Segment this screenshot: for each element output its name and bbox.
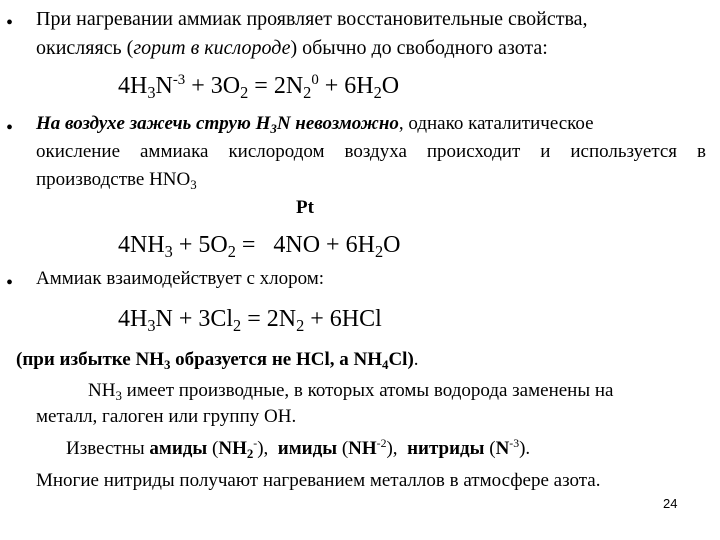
eq-part: O	[383, 232, 401, 258]
text-fragment: производстве HNO	[36, 169, 191, 190]
subscript: 3	[147, 315, 156, 335]
derivatives-line1	[88, 380, 613, 402]
superscript: -3	[172, 72, 186, 89]
subscript: 2	[227, 241, 236, 261]
bold-fragment: Cl)	[388, 349, 414, 370]
text-fragment: имеет производные, в которых атомы водорода заменены на	[121, 380, 614, 401]
eq-part: + 6HCl	[304, 306, 382, 332]
subscript: 2	[233, 315, 242, 335]
text-fragment: (	[207, 438, 219, 459]
eq-part: O	[381, 73, 400, 99]
eq-part: + 5O	[172, 232, 228, 258]
eq-part: + 3O	[185, 73, 241, 99]
bold-fragment: амиды	[149, 438, 208, 459]
eq-part: N	[155, 73, 173, 99]
text-fragment: ).	[519, 438, 531, 459]
superscript: -2	[376, 436, 387, 450]
text-fragment: окисляясь (	[36, 37, 134, 59]
text-fragment: NH	[88, 380, 116, 401]
nitrides-line: Многие нитриды получают нагреванием металлов в атмосфере азота.	[36, 470, 601, 491]
bold-italic-fragment: На воздухе зажечь струю H	[36, 113, 271, 134]
bullet2-line1	[36, 113, 594, 135]
equation-1	[118, 73, 399, 100]
superscript: -	[253, 436, 258, 450]
text-fragment: , однако каталитическое	[398, 113, 594, 134]
text-fragment: (	[337, 438, 349, 459]
excess-note	[16, 349, 419, 371]
eq-part: 4H	[118, 306, 148, 332]
equation-2	[118, 232, 400, 259]
text-fragment: (	[484, 438, 496, 459]
bold-italic-fragment: N	[276, 113, 291, 134]
italic-fragment: горит в кислороде	[133, 37, 291, 59]
text-fragment: ),	[257, 438, 278, 459]
subscript: 2	[296, 315, 305, 335]
subscript: 3	[163, 356, 171, 372]
eq-part: + 6H	[318, 73, 374, 99]
bullet2-line3	[36, 169, 197, 191]
subscript: 2	[240, 82, 249, 102]
eq-part: = 2N	[241, 306, 297, 332]
eq-part: = 2N	[248, 73, 304, 99]
subscript: 3	[115, 387, 122, 403]
superscript: 0	[311, 72, 319, 89]
bold-fragment: (при избытке NH	[16, 349, 164, 370]
bullet1-line1: При нагревании аммиак проявляет восстановительные свойства,	[36, 8, 588, 30]
subscript: 3	[190, 176, 197, 192]
subscript: 3	[164, 241, 173, 261]
subscript: 2	[374, 241, 384, 261]
amides-line	[66, 438, 530, 460]
bold-italic-fragment: невозможно	[290, 113, 399, 134]
bold-fragment: NH	[218, 438, 247, 459]
equation-3	[118, 306, 382, 333]
eq-part: 4H	[118, 73, 148, 99]
bullet3-line: Аммиак взаимодействует с хлором:	[36, 268, 325, 289]
subscript: 3	[270, 120, 277, 136]
subscript: 4	[382, 356, 389, 372]
bold-fragment: нитриды	[407, 438, 485, 459]
bold-fragment: образуется не HCl, а NH	[170, 349, 382, 370]
subscript: 3	[147, 82, 156, 102]
bullet-marker: •	[6, 117, 14, 139]
bold-fragment: имиды	[277, 438, 338, 459]
bullet-marker: •	[6, 272, 14, 294]
subscript: 2	[303, 82, 312, 102]
bold-fragment: N	[495, 438, 510, 459]
text-fragment: Известны	[66, 438, 150, 459]
page-number: 24	[663, 496, 678, 511]
eq-part: N + 3Cl	[155, 306, 234, 332]
bullet2-line2: окисление аммиака кислородом воздуха происходит и используется в	[36, 141, 706, 162]
catalyst-label: Pt	[296, 197, 314, 218]
subscript: 2	[246, 445, 254, 461]
subscript: 2	[373, 82, 382, 102]
text-fragment: ),	[386, 438, 408, 459]
text-fragment: .	[413, 349, 419, 370]
superscript: -3	[509, 436, 520, 450]
bold-fragment: NH	[348, 438, 377, 459]
eq-part: 4NH	[118, 232, 165, 258]
bullet-marker: •	[6, 12, 14, 34]
text-fragment: ) обычно до свободного азота:	[290, 37, 548, 59]
derivatives-line2: металл, галоген или группу OH.	[36, 406, 297, 427]
bullet1-line2	[36, 37, 548, 60]
eq-part: = 4NO + 6H	[235, 232, 375, 258]
